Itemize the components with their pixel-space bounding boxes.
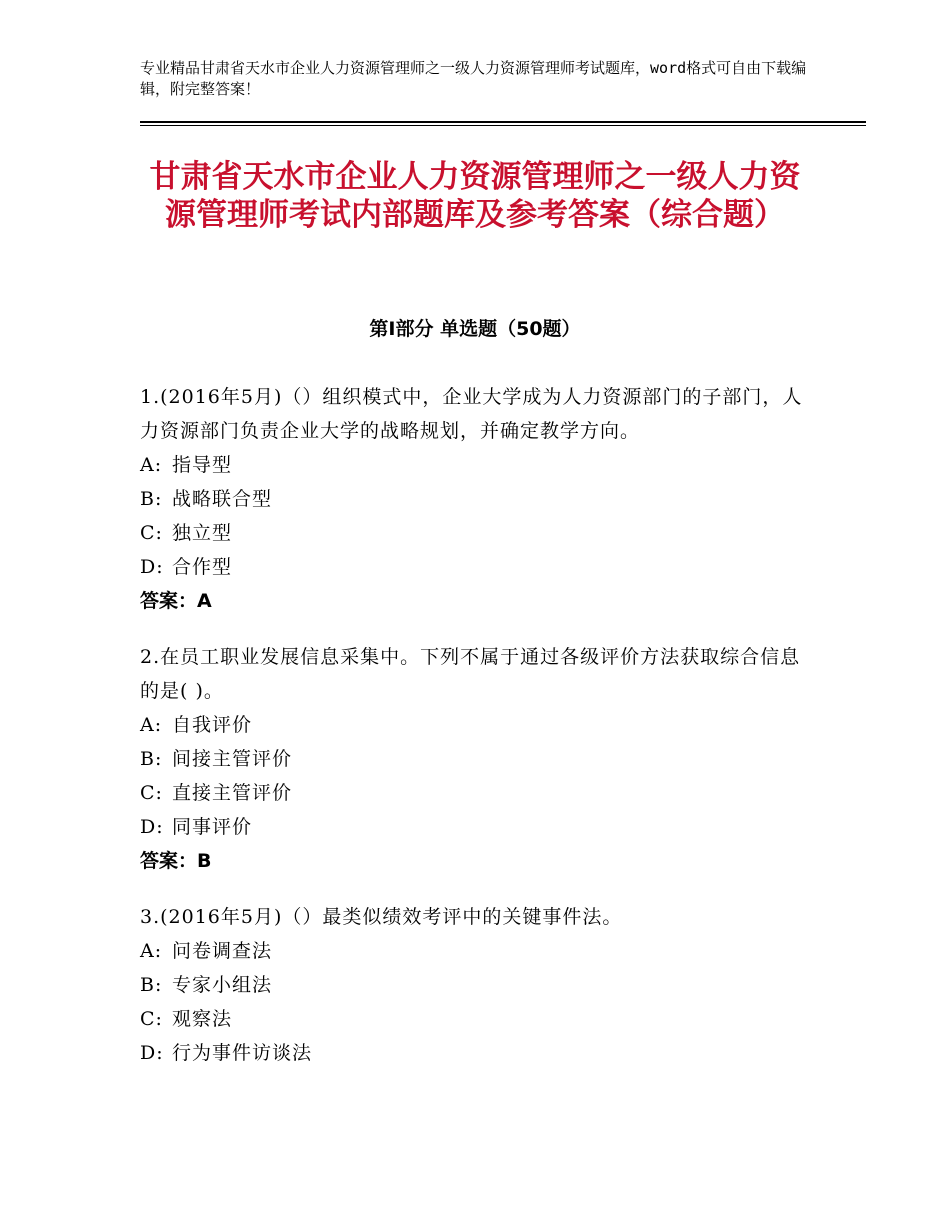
question-list — [140, 380, 820, 1092]
option-key: A: — [140, 940, 163, 962]
answer-label: 答案：B — [140, 850, 212, 872]
option-key: B: — [140, 974, 163, 996]
document-title: 甘肃省天水市企业人力资源管理师之一级人力资源管理师考试内部题库及参考答案（综合题） — [149, 159, 801, 233]
option-text: 间接主管评价 — [172, 748, 293, 770]
option-text: 战略联合型 — [172, 488, 273, 510]
option-text: 行为事件访谈法 — [172, 1042, 313, 1064]
option-key: C: — [140, 782, 163, 804]
option-key: D: — [140, 816, 164, 838]
question-stem: 2.在员工职业发展信息采集中。下列不属于通过各级评价方法获取综合信息的是( )。 — [140, 646, 801, 702]
option-d — [140, 550, 820, 584]
option-text: 观察法 — [172, 1008, 233, 1030]
option-d — [140, 1036, 820, 1070]
option-c — [140, 776, 820, 810]
option-text: 同事评价 — [172, 816, 253, 838]
option-text: 合作型 — [172, 556, 233, 578]
question-stem: 1.(2016年5月)（）组织模式中，企业大学成为人力资源部门的子部门，人力资源部门负责企业大学的战略规划，并确定教学方向。 — [140, 386, 803, 442]
option-key: A: — [140, 454, 163, 476]
option-key: A: — [140, 714, 163, 736]
option-c — [140, 1002, 820, 1036]
option-key: D: — [140, 556, 164, 578]
option-text: 直接主管评价 — [172, 782, 293, 804]
question-stem: 3.(2016年5月)（）最类似绩效考评中的关键事件法。 — [140, 906, 623, 928]
question-2 — [140, 640, 820, 878]
option-c — [140, 516, 820, 550]
option-key: C: — [140, 522, 163, 544]
option-key: B: — [140, 488, 163, 510]
header-rule-thick — [140, 121, 866, 123]
option-key: D: — [140, 1042, 164, 1064]
option-text: 专家小组法 — [172, 974, 273, 996]
option-a — [140, 708, 820, 742]
option-text: 自我评价 — [172, 714, 253, 736]
option-b — [140, 968, 820, 1002]
question-3 — [140, 900, 820, 1070]
answer-label: 答案：A — [140, 590, 212, 612]
option-a — [140, 448, 820, 482]
option-key: B: — [140, 748, 163, 770]
section-heading: 第Ⅰ部分 单选题（50题） — [369, 318, 581, 340]
question-1 — [140, 380, 820, 618]
option-d — [140, 810, 820, 844]
option-key: C: — [140, 1008, 163, 1030]
option-text: 问卷调查法 — [172, 940, 273, 962]
header-rule-thin — [140, 125, 866, 126]
option-text: 指导型 — [172, 454, 233, 476]
option-b — [140, 482, 820, 516]
option-a — [140, 934, 820, 968]
option-text: 独立型 — [172, 522, 233, 544]
header-note: 专业精品甘肃省天水市企业人力资源管理师之一级人力资源管理师考试题库，word格式可自由下载编辑，附完整答案！ — [140, 59, 807, 98]
option-b — [140, 742, 820, 776]
